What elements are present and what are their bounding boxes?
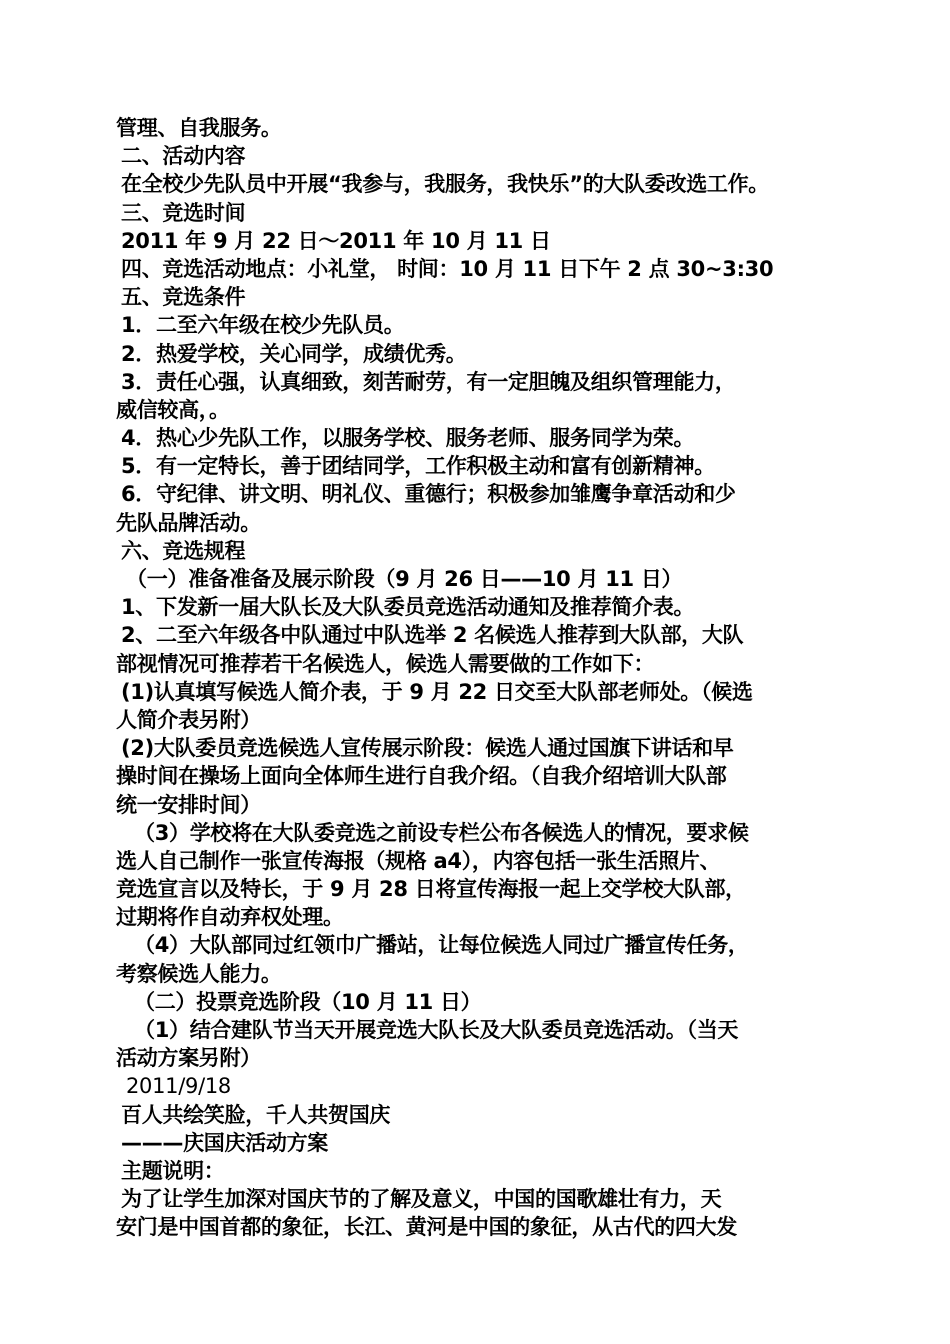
list-item: 3．责任心强，认真细致，刻苦耐劳，有一定胆魄及组织管理能力， [121,369,736,394]
text-line: 活动方案另附） [116,1046,261,1071]
text-line: 为了让学生加深对国庆节的了解及意义，中国的国歌雄壮有力，天 [121,1187,722,1212]
text-line: 考察候选人能力。 [116,961,282,986]
plan-title: 百人共绘笑脸，千人共贺国庆 [121,1102,391,1127]
section-heading: 四、竞选活动地点：小礼堂， 时间：10 月 11 日下午 2 点 30~3:30 [121,256,774,281]
section-heading: 五、竞选条件 [121,285,246,310]
list-item: 2．热爱学校，关心同学，成绩优秀。 [121,341,467,366]
section-heading: 主题说明： [121,1158,225,1183]
text-line: 在全校少先队员中开展“我参与，我服务，我快乐”的大队委改选工作。 [121,172,770,197]
text-line: 威信较高，。 [116,397,230,422]
document-body [116,114,842,1242]
list-item: （1）结合建队节当天开展竞选大队长及大队委员竞选活动。（当天 [134,1018,739,1042]
list-item: (2)大队委员竞选候选人宣传展示阶段：候选人通过国旗下讲话和早 [121,736,734,761]
section-heading: 六、竞选规程 [121,538,246,563]
text-line: 选人自己制作一张宣传海报（规格 a4），内容包括一张生活照片、 [116,848,721,873]
text-line: 过期将作自动弃权处理。 [116,905,344,930]
section-heading: 三、竞选时间 [121,200,246,225]
text-line: 操时间在操场上面向全体师生进行自我介绍。（自我介绍培训大队部 [116,764,727,789]
plan-subtitle: ———庆国庆活动方案 [121,1130,328,1155]
list-item: （4）大队部同过红领巾广播站，让每位候选人同过广播宣传任务， [134,933,749,958]
text-line: 部视情况可推荐若干名候选人，候选人需要做的工作如下： [116,651,655,676]
list-item: 2、二至六年级各中队通过中队选举 2 名候选人推荐到大队部，大队 [121,623,744,648]
list-item: 1．二至六年级在校少先队员。 [121,313,405,338]
date-line: 2011/9/18 [126,1074,231,1099]
list-item: (1)认真填写候选人简介表，于 9 月 22 日交至大队部老师处。（候选 [121,679,753,704]
text-line: 管理、自我服务。 [116,116,282,140]
subsection-heading: （二）投票竞选阶段（10 月 11 日） [134,989,482,1014]
text-line: 竞选宣言以及特长，于 9 月 28 日将宣传海报一起上交学校大队部， [116,877,746,902]
subsection-heading: （一）准备准备及展示阶段（9 月 26 日——10 月 11 日） [126,567,683,591]
text-line: 人简介表另附） [116,707,261,732]
list-item: （3）学校将在大队委竞选之前设专栏公布各候选人的情况，要求候 [134,820,749,845]
list-item: 5．有一定特长，善于团结同学，工作积极主动和富有创新精神。 [121,454,715,479]
section-heading: 二、活动内容 [121,144,246,169]
text-line: 2011 年 9 月 22 日～2011 年 10 月 11 日 [121,228,551,253]
list-item: 1、下发新一届大队长及大队委员竞选活动通知及推荐简介表。 [121,595,695,620]
list-item: 4．热心少先队工作，以服务学校、服务老师、服务同学为荣。 [121,426,695,451]
text-line: 安门是中国首都的象征，长江、黄河是中国的象征，从古代的四大发 [116,1215,737,1240]
text-line: 先队品牌活动。 [116,510,261,535]
text-line: 统一安排时间） [116,792,261,817]
list-item: 6．守纪律、讲文明、明礼仪、重德行；积极参加雏鹰争章活动和少 [121,482,736,507]
